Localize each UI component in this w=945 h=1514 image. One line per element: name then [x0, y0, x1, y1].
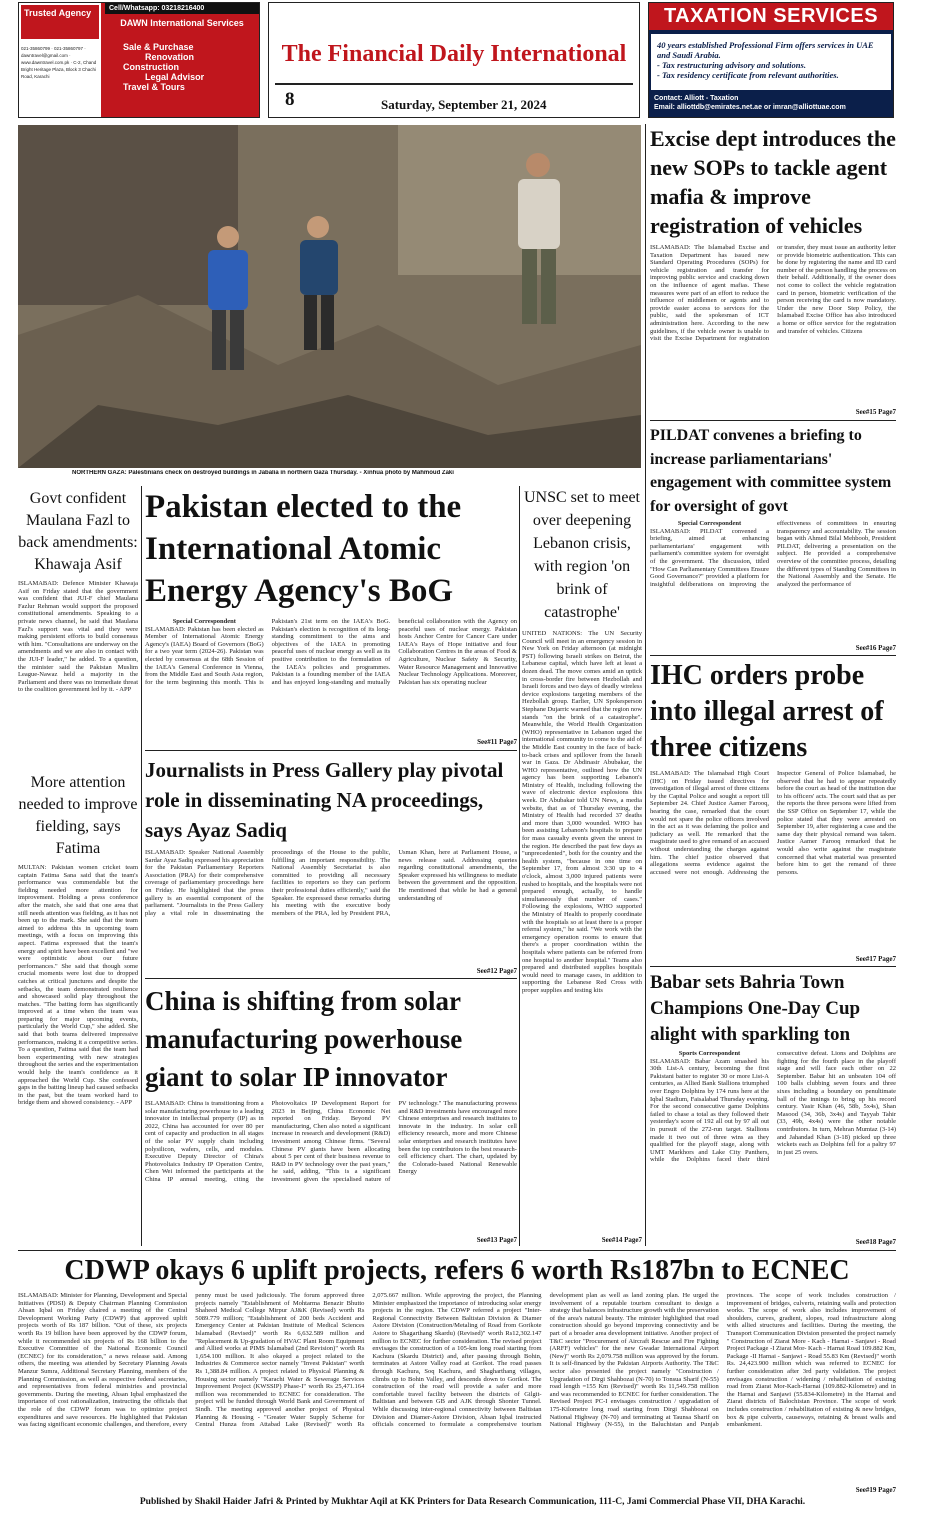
continued-link[interactable]: See#18 Page7: [852, 1238, 896, 1246]
continued-link[interactable]: See#19 Page7: [852, 1486, 896, 1494]
tax-ad-line: - Tax restructuring advisory and solutions.: [657, 60, 806, 70]
article-body: ISLAMABAD: Defence Minister Khawaja Asif on Friday stated that the government was confident that JUI-F chief Maulana Fazlur Rehman would support the proposed constitutional amendments. Speaking to a private news channel, he said that Maulana Fazl's support was vital and they were making persistent efforts to build consensus with him. "Consultations are underway on the amendments and we are also in contact with the JUI-F leader," he added. To a question, the minister said the Pakistan Muslim League-Nawaz held a majority in the Parliament and there was no immediate threat to the coalition government led by it. - APP: [18, 580, 138, 694]
tax-ad-email: Email: alliottdb@emirates.net.ae or imran@alliottuae.com: [654, 104, 846, 111]
article-body: ISLAMABAD: The Islamabad Excise and Taxation Department has issued new Standard Operating Procedures (SOPs) for vehicle registration and transfer for improving public service and cracking down on the influence of agent mafias. These measures were part of an effort to reduce the influence of middlemen or agents and to provide easier access to services for the public, said the spokesman of ICT administration here. According to the new guidelines, if the vehicle owner is unable to visit the Excise Department for registration or transfer, they must issue an authority letter or provide biometric authentication. This can be done by registering the name and ID card number of the person handling the process on their behalf. Additionally, if the owner does not come to collect the vehicle registration card in person, biometric verification of the person receiving the card is now mandatory. Under the new Door Step Policy, the Islamabad Excise Office has also introduced a home or office service for the registration and transfer of vehicles. Citizens: [650, 244, 896, 343]
article-excise: [650, 124, 896, 416]
trusted-agency-logo: Trusted Agency: [21, 5, 99, 39]
ad-service: Renovation: [145, 52, 195, 62]
headline: PILDAT convenes a briefing to increase parliamentarians' engagement with committee system for oversight of govt: [650, 427, 892, 515]
article-text: ISLAMABAD: PILDAT convened a briefing, aimed at enhancing parliamentarians' engagement with parliament's committee system for oversight of the government. The discussion, titled "How Can Parliamentary Committees Ensure Good Governance?" provided a platform for insightful deliberations on improving the effectiveness of committees in ensuring transparency and accountability. The session began with Ahmed Bilal Mehboob, President PILDAT, delivering a presentation on the subject. He provided a comprehensive overview of the committee process, detailing the different types of Standing Committees in the National Assembly and the Senate. He analyzed the performance of: [650, 520, 896, 588]
newspaper-title: The Financial Daily International: [281, 41, 627, 67]
continued-link[interactable]: See#16 Page7: [852, 644, 896, 652]
headline: More attention needed to improve fielding, says Fatima: [18, 774, 138, 857]
correspondent: Special Correspondent: [677, 520, 742, 527]
divider: [519, 486, 520, 1246]
divider: [650, 966, 896, 967]
tax-ad-title: TAXATION SERVICES: [649, 3, 893, 30]
article-fatima: [18, 772, 138, 1250]
article-body: [650, 520, 896, 646]
article-text: ISLAMABAD: Babar Azam smashed his 30th List-A century, becoming the first Pakistani batter to register 30 or more List-A centuries, as Allied Bank Stallions triumphed over Engro Dolphins by 174 runs here at the Iqbal Stadium, Faisalabad Thursday evening. For the second consecutive game Dolphins failed to chase a total as they followed their yesterday's score of 192 all out by 97 all out in pursuit of the 272-run target. Stallions made it two out of three wins as they qualified for the playoff stage, along with UMT Markhors and Lake City Panthers, while the Dolphins faced their third consecutive defeat. Lions and Dolphins are fighting for the fourth place in the playoff stage and will face each other on 22 September. Babar hit an unbeaten 104 off 100 balls clubbing seven fours and three sixes including a boundary on penultimate ball of the innings to bring up his record century. Yasir Khan (46, 58b, 5x4s), Shan Masood (34, 36b, 3x4s) and Tayyab Tahir (33, 49b, 4x4s) were the other notable contributors. In turn, Mehran Mumtaz (3-14) and Jahandad Khan (3-18) picked up three wickets each as Dolphins fell for a paltry 97 in just 25 overs.: [650, 1050, 896, 1164]
article-text: ISLAMABAD: Pakistan has been elected as Member of International Atomic Energy Agency's (IAEA) Board of Governors (BoG) for a two year term (2024-26). Pakistan was elected by consensus at the 68th Session of the IAEA's General Conference in Vienna, from the Middle East and South Asia region, for the term beginning this month. This is Pakistan's 21st term on the IAEA's BoG. Pakistan's election is recognition of its long-standing commitment to the aims and objectives of the IAEA in promoting peaceful uses of nuclear energy as well as its positive contribution to the formulation of the IAEA's policies and programmes. Pakistan is a founding member of the IAEA and has enjoyed long-standing and mutually beneficial collaboration with the Agency on peaceful uses of nuclear energy. Pakistan hosts Anchor Centre for Cancer Care under IAEA's Rays of Hope initiative and four Collaboration Centres in the areas of Food & Agriculture, Nuclear Safety & Security, Water Resource Management and Innovative Nuclear Technology Applications. Moreover, Pakistan has six operating nuclear: [145, 618, 517, 686]
ad-service-list: [105, 42, 259, 92]
page-number: 8: [285, 89, 295, 110]
taxation-services-ad: [648, 2, 894, 118]
tax-ad-line: 40 years established Professional Firm offers services in UAE and Saudi Arabia.: [657, 40, 874, 60]
article-cdwp: [18, 1254, 896, 1494]
headline: China is shifting from solar manufacturing powerhouse giant to solar IP innovator: [145, 986, 463, 1092]
divider: [650, 655, 896, 656]
headline: UNSC set to meet over deepening Lebanon crisis, with region 'on brink of catastrophe': [524, 489, 640, 621]
divider: [18, 1250, 896, 1251]
ad-main: [105, 3, 259, 117]
divider: [145, 750, 517, 751]
correspondent: Special Correspondent: [172, 618, 236, 625]
tax-ad-contact: Contact: Alliott - Taxation: [654, 95, 739, 102]
headline: CDWP okays 6 uplift projects, refers 6 worth Rs187bn to ECNEC: [64, 1255, 850, 1286]
article-babar: [650, 970, 896, 1246]
gaza-photo: [18, 125, 641, 468]
headline: Govt confident Maulana Fazl to back amendments: Khawaja Asif: [18, 490, 138, 573]
article-ihc: [650, 658, 896, 963]
correspondent: Sports Correspondent: [678, 1050, 741, 1057]
article-china: [145, 982, 517, 1244]
article-body: MULTAN: Pakistan women cricket team captain Fatima Sana said that the team's performance was commendable but the fielding needed more attention for improvement. Holding a press conference after the match, she said that one area that still needs attention was fielding, as it has not been up to the mark. She said that the team aimed to address this in upcoming team meetings, with a focus on improving this aspect. Fatima expressed that the team's energy and spirit have been excellent and "we were optimistic about our future performances." She said that though some crucial moments were lost due to dropped catches at critical junctures and despite the setbacks, the team demonstrated resilience and showcased solid play throughout the matches. "The batting form has significantly improved at a time when the team was preparing for major upcoming events, particularly the World Cup," she added. She said that both teams delivered impressive performances, making it a competitive series. To a question, Fatima said that the team had been experimenting with new strategies throughout the series and the experimentation would help the team's confidence as it approached the World Cup. She confessed gaps in the batting lineup had caused setbacks in the past, but the team worked hard to bridge them and showed consistency. - APP: [18, 864, 138, 1107]
headline: IHC orders probe into illegal arrest of three citizens: [650, 660, 884, 763]
continued-link[interactable]: See#13 Page7: [473, 1236, 517, 1244]
headline: Excise dept introduces the new SOPs to tackle agent mafia & improve registration of vehicles: [650, 126, 896, 238]
ad-brand: DAWN International Services: [120, 18, 244, 28]
ad-service: Construction: [123, 62, 179, 72]
masthead: [268, 2, 640, 118]
continued-link[interactable]: See#12 Page7: [473, 967, 517, 975]
headline: Babar sets Bahria Town Champions One-Day Cup alight with sparkling ton: [650, 972, 861, 1045]
divider: [650, 420, 896, 421]
continued-link[interactable]: See#11 Page7: [473, 738, 517, 746]
ad-service: Sale & Purchase: [123, 42, 194, 52]
article-iaea: [145, 486, 517, 746]
ad-contact-details: 021-35860799 · 021-35860797 · dawntravel@gmail.com · www.dawntravel.com.pk · C-2, Chand Bright Heritage Plaza, Block 3 Chachi Road, Karachi: [21, 46, 97, 79]
article-body: [145, 618, 517, 742]
headline: Pakistan elected to the International Atomic Energy Agency's BoG: [145, 489, 462, 609]
article-body: UNITED NATIONS: The UN Security Council will meet in an emergency session in New York on Friday afternoon (at midnight PST) following Israeli strikes on Beirut, the Lebanese capital, which have left at least a dozen dead. The move comes amid an uptick in cross-border fire between Hezbollah and Israeli forces and two days of deadly wireless device explosions targeting members of the Hezbollah group. Earlier, UN Spokesperson Stephane Dujarric warned that the region now stands "on the brink of a catastrophe". Meanwhile, the World Health Organization (WHO) representative in Lebanon urged the international community to come to the aid of the Middle East country in the face of back-to-back crises and spillover from the Israeli war in Gaza. Dr Abdinasir Abubakar, the WHO representative, outlined how the UN agency has been supporting Lebanon's Ministry of Health, including following the wave of electronic device explosions this week. Dr Abubakar told UN News, a media website, that as of Thursday evening, the Ministry of Health had recorded 37 deaths and more than 3,000 wounded. WHO has been assisting Lebanon's hospitals to prepare for mass casualty events given the unrest in the region. He described the past few days as "unprecedented", both for the country and the health system, "because in one time on September 17, from almost 3:30 up to 4 o'clock, almost 3,000 injured patients were rushed to hospitals, and the hospitals were not prepared enough, actually, to handle simultaneously that number of cases." Following the explosions, WHO supported the Ministry of Health to properly coordinate with the hospitals so at least there is a proper referral system," he said. "We work with the emergency operation rooms to ensure that there's a proper coordination within the hospitals where patients can be referred from one hospital to another hospital." Teams also prepared and distributed supplies hospitals would need to manage cases, in addition to supporting the Lebanese Red Cross with proper supplies and testing kits: [522, 630, 642, 994]
divider: [645, 124, 646, 1246]
ad-sidebar: [19, 3, 101, 118]
continued-link[interactable]: See#14 Page7: [598, 1236, 642, 1244]
dawn-services-ad: [18, 2, 260, 118]
article-pildat: [650, 424, 896, 652]
tax-ad-body: [651, 34, 891, 90]
divider: [141, 486, 142, 1246]
issue-date: Saturday, September 21, 2024: [381, 97, 547, 112]
article-body: ISLAMABAD: China is transitioning from a solar manufacturing powerhouse to a leading innovator in intellectual property (IP) as in 2022, China has accounted for over 80 per cent of capacity and production in all stages of the solar PV supply chain including polysilicon, wafers, cells, and modules. Executive Deputy Director of China's Photovoltaics Industry IP Operation Centre, Chen Wei informed the participants at the China IP annual meeting, citing the Photovoltaics IP Development Report for 2023 in Beijing, China Economic Net reported on Friday. Beyond PV manufacturing, Chen also noted a significant increase in research and development (R&D) investment among Chinese firms. "Several Chinese PV giants have been allocating about 5 per cent of their business revenue to R&D in PV technology over the past years," he said, adding, "This is a significant investment given the specialised nature of PV technology." The manufacturing prowess and R&D investments have encouraged more Chinese enterprises and research institutes to innovate in the industry. In solar cell efficiency research, more and more Chinese solar enterprises and research institutes have been the top contributors to the best research-cell efficiency chart. The chart, updated by the Colorado-based National Renewable Energy: [145, 1100, 517, 1183]
continued-link[interactable]: See#17 Page7: [852, 955, 896, 963]
continued-link[interactable]: See#15 Page7: [852, 408, 896, 416]
publisher-footer: Published by Shakil Haider Jafri & Printed by Mukhtar Aqil at KK Printers for Data Research Communication, 111-C, Jami Commercial Phase VII, DHA Karachi.: [139, 1497, 806, 1507]
article-body: [650, 1050, 896, 1240]
ad-service: Legal Advisor: [145, 72, 205, 82]
ad-whatsapp: Cell/Whatsapp: 03218216400: [105, 3, 259, 14]
tax-ad-line: - Tax residency certificate from relevant authorities.: [657, 70, 839, 80]
divider: [145, 978, 517, 979]
ad-service: Travel & Tours: [123, 82, 185, 92]
headline: Journalists in Press Gallery play pivotal role in disseminating NA proceedings, says Ayaz Sadiq: [145, 758, 504, 842]
masthead-divider: [275, 83, 633, 85]
article-journalists: [145, 755, 517, 975]
article-body: ISLAMABAD: Speaker National Assembly Sardar Ayaz Sadiq expressed his appreciation for the Pakistan Parliamentary Reporters Association (PRA) for their comprehensive coverage of parliamentary proceedings here on Friday. He highlighted that the press gallery is an essential component of the parliament. "Journalists in the Press Gallery play a vital role in disseminating the proceedings of the House to the public, fulfilling an important responsibility. The National Assembly Secretariat is also committed to providing all necessary facilities to reporters so they can perform their professional duties efficiently," said the Speaker. He expressed these remarks during his meeting with the executive body members of the PRA, led by President PRA, Usman Khan, here at Parliament House, a news release said. Addressing queries regarding constitutional amendments, the Speaker expressed his willingness to mediate between the government and the opposition. He mentioned that while he had a general understanding of: [145, 849, 517, 917]
article-body: ISLAMABAD: The Islamabad High Court (IHC) on Friday issued directives for investigation of illegal arrest of three citizens by the Capital Police and sought a report till September 24. Chief Justice Aamer Farooq, hearing the case, remarked that the court would not spare the police officers involved in the act as it was defaming the police and judiciary as well. He remarked that the magistrate used to give remand of an accused without understanding the charges against him. The chief justice observed that allegations seems evidence against the accused were not enough. Addressing the Inspector General of Police Islamabad, he observed that he had to appear repeatedly before the court as head of the institution due to his officers' acts. The court said that as per the reports the three persons were lifted from the SSP Office on September 17, while the police stated that they were arrested on September 19, after registering a case and the same day their physical remand was taken. Justice Aamer Farooq remarked that he would also write against the magistrate concerned that what material was presented before him to get the remand of three persons.: [650, 770, 896, 876]
article-unsc: [522, 486, 642, 1244]
photo-caption: NORTHERN GAZA: Palestinians check on destroyed buildings in Jabalia in northern Gaza Thursday. - Xinhua photo by Mahmoud Zaki: [72, 470, 454, 476]
photo-illustration: [18, 125, 641, 468]
article-body: ISLAMABAD: Minister for Planning, Development and Special Initiatives (PDSI) & Deputy Chairman Planning Commission Ahsan Iqbal on Friday chaired a meeting of the Central Development Working Party (CDWP) that approved uplift projects worth of Rs 187 billion. "Out of these, six projects worth Rs 19 billion have been approved by the CDWP forum, while it recommended six projects of Rs 168 billion to the Executive Committee of the National Economic Council (ECNEC) for its consideration," a news release said. Among others, the meeting was attended by Secretary Planning Awais Manzur Sumra, Additional Secretary Planning, members of the Planning Commission, as well as respective federal secretaries, and representatives from federal ministries and provincial governments. During the meeting, Ahsan Iqbal emphasized the importance of cost rationalization, instructing the officials that the role of the CDWP forum was to optimize project expenditures and save resources. He highlighted that Pakistan was facing significant economic challenges, and therefore, every penny must be used judiciously. The forum approved three projects namely "Establishment of Mohtarma Benazir Bhutto Shaheed Medical College Mirpur AJ&K (Revised) worth Rs 5089.779 million; "Establishment of 200 beds Accident and Emergency Center at Pakistan Institute of Medical Sciences Islamabad (Revised)" worth Rs 6,632.589 million and "Replacement & Up-gradation of HVAC Plant Room Equipment and Allied works at PIMS Islamabad (2nd Revision)" worth Rs 1,654.100 million. It also okayed a project related to the Industries & Commerce sector namely "Invest Pakistan" worth Rs 1,388.84 million. A project related to Physical Planning & Housing sector namely "Karachi Water & Sewerage Services Improvement Project (KWSSIP) Phase-I" worth Rs 25,471.164 million was recommended to ECNEC for consideration. The project will be funded through World Bank and Government of Sindh. The meeting approved another project of Physical Planning & Housing - "Greater Water Supply Scheme for Central Hunza from Attabad Lake (Revised)" worth Rs 2,075.667 million. While approving the project, the Planning Minister emphasized the importance of introducing solar energy projects in the region. The CDWP referred a project "Inter-Regional Connectivity Between Baltistan Division & Diamer Astore Division (Construction/Metaling of Road from Gorikote Astore to Shagarthang Skardu) (Revised)" worth Rs12,302.147 million to ECNEC for further consideration. The revised project envisages the construction of a 105-km long road starting from Kachura (Skardu District) and, after passing through Bohin, terminates at Astore Valley road at Gorikot. The road passes through Kachura, Soq Kachura, and Shagharthang villages, climbs up to Bohin Valley, and descends down to Gorikot. The construction of the road will provide a safer and more comfortable travel facility between the districts of Gilgit-Baltistan and between GB and AJK through Shonter Tunnel. While discussing inter-regional connectivity between Baltistan Division and Diamer-Astore Division, Ahsan Iqbal instructed officials concerned to formulate a comprehensive tourism development plan as well as land zoning plan. He urged the involvement of a reputable tourism consultant to design a strategy that balances infrastructure growth with the preservation of the area's natural beauty. The minister highlighted that road construction should go beyond improving connectivity and be part of a broader area development initiative. Another project of T&C sector "Procurement of Aircraft Rescue and Fire Fighting (ARFF) vehicles" for the new Gwadar International Airport (New)" worth Rs 2,079.758 million was approved by the forum. It is self-financed by the Pakistan Airports Authority. The T&C sector also presented the project namely "Construction / Upgradation of Dirgi Shahbozai (N-70) to Tonsua Sharif (N-55) road length =155 Km (Revised)" worth Rs 11,549.758 million and was recommended to ECNEC for further consideration. The Revised Project PC-I envisages construction / upgradation of 175-Kilometre long road starting from Dirgi Shahbozai on National Highway (N-70) and terminating at Taunsa Sharif on National Highway (N-55), in the Baluchistan and Punjab provinces. The scope of work includes construction / improvement of bridges, culverts, retaining walls and protection works. The scope of work also includes improvement of shoulders, curves, gradient, slopes, road infrastructure along with allied structures and facilities. During the meeting, the Transport Communication Division presented the project namely " Construction of Ziarat More - Kach - Harnai - Sanjawi - Road Project Package -I Ziarat Mor- Kach - Harnai Road 109.882 Km, Package -II Harnai - Sanjawi - Road 55.83 Km (Revised)" worth Rs. 24,423.900 million which was referred to ECNEC for further consideration after 3rd party validation. The project envisages construction / widening / rehabilitation of existing road from Ziarat Mor-Kach-Harnai (109.882-Kilometre) and in the Harnai and Sanjawi (55.834-Kilometre) in the Harnai and Ziarat districts of Balochistan Province. The scope of work includes construction / rehabilitation of existing & new bridges, box & pipe culverts, causeways, retaining & breast walls and embankment.: [18, 1292, 896, 1429]
article-fazl: [18, 488, 138, 770]
